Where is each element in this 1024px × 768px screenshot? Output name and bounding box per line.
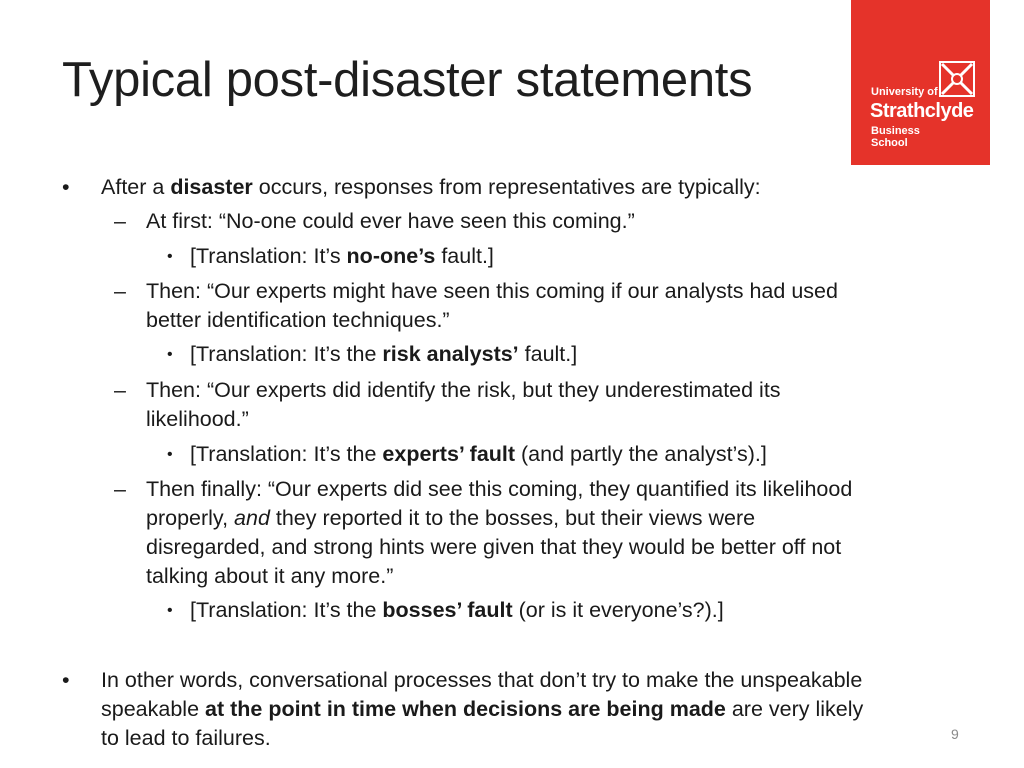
- subitem-then-finally-line2: [146, 504, 755, 533]
- text-segment: occurs, responses from representatives are typically:: [252, 175, 761, 199]
- bold-term-disaster: disaster: [170, 175, 253, 199]
- bold-phrase-decision-time: at the point in time when decisions are being made: [205, 697, 726, 721]
- bullet-marker: •: [62, 668, 70, 692]
- bullet-marker-small: •: [167, 446, 173, 463]
- dash-marker: –: [114, 279, 126, 303]
- bold-term-bosses-fault: bosses’ fault: [382, 598, 513, 622]
- subitem-at-first: At first: “No-one could ever have seen this coming.”: [146, 209, 635, 233]
- bullet-marker: •: [62, 175, 70, 199]
- bullet-in-other-words-line3: to lead to failures.: [101, 726, 271, 750]
- text-segment: speakable: [101, 697, 205, 721]
- subitem-then-finally-line4: talking about it any more.”: [146, 564, 394, 588]
- logo-text-strathclyde: Strathclyde: [870, 100, 974, 122]
- bold-term-risk-analysts: risk analysts’: [382, 342, 519, 366]
- subitem-then-underestimated-line1: Then: “Our experts did identify the risk, but they underestimated its: [146, 378, 781, 402]
- subitem-then-analysts-line2: better identification techniques.”: [146, 308, 450, 332]
- bold-term-no-ones: no-one’s: [346, 244, 436, 268]
- translation-risk-analysts-fault: [190, 340, 577, 369]
- bullet-in-other-words-line2: [101, 695, 863, 724]
- text-segment: fault.]: [435, 244, 494, 268]
- text-segment: (or is it everyone’s?).]: [512, 598, 724, 622]
- bullet-in-other-words-line1: In other words, conversational processes that don’t try to make the unspeakable: [101, 668, 863, 692]
- logo-text-school: School: [871, 137, 908, 149]
- bullet-marker-small: •: [167, 602, 173, 619]
- translation-no-ones-fault: [190, 242, 494, 271]
- bullet-marker-small: •: [167, 248, 173, 265]
- text-segment: fault.]: [518, 342, 578, 366]
- text-segment: [Translation: It’s the: [190, 442, 383, 466]
- bullet-marker-small: •: [167, 346, 173, 363]
- dash-marker: –: [114, 209, 126, 233]
- translation-experts-fault: [190, 440, 767, 469]
- text-segment: (and partly the analyst’s).]: [515, 442, 767, 466]
- slide-title: Typical post-disaster statements: [62, 53, 753, 107]
- translation-bosses-fault: [190, 596, 724, 625]
- text-segment: they reported it to the bosses, but their views were: [269, 506, 756, 530]
- text-segment: [Translation: It’s: [190, 244, 347, 268]
- bullet-disaster-responses: [101, 173, 761, 202]
- subitem-then-finally-line3: disregarded, and strong hints were given that they would be better off not: [146, 535, 842, 559]
- italic-term-and: and: [234, 506, 270, 530]
- subitem-then-underestimated-line2: likelihood.”: [146, 407, 249, 431]
- subitem-then-analysts-line1: Then: “Our experts might have seen this coming if our analysts had used: [146, 279, 838, 303]
- dash-marker: –: [114, 477, 126, 501]
- text-segment: [Translation: It’s the: [190, 598, 383, 622]
- text-segment: After a: [101, 175, 171, 199]
- bold-term-experts-fault: experts’ fault: [382, 442, 516, 466]
- logo-text-business: Business: [871, 125, 920, 137]
- text-segment: [Translation: It’s the: [190, 342, 383, 366]
- subitem-then-finally-line1: Then finally: “Our experts did see this coming, they quantified its likelihood: [146, 477, 853, 501]
- text-segment: are very likely: [725, 697, 864, 721]
- dash-marker: –: [114, 378, 126, 402]
- text-segment: properly,: [146, 506, 235, 530]
- page-number: 9: [951, 726, 959, 742]
- logo-text-university-of: University of: [871, 86, 938, 98]
